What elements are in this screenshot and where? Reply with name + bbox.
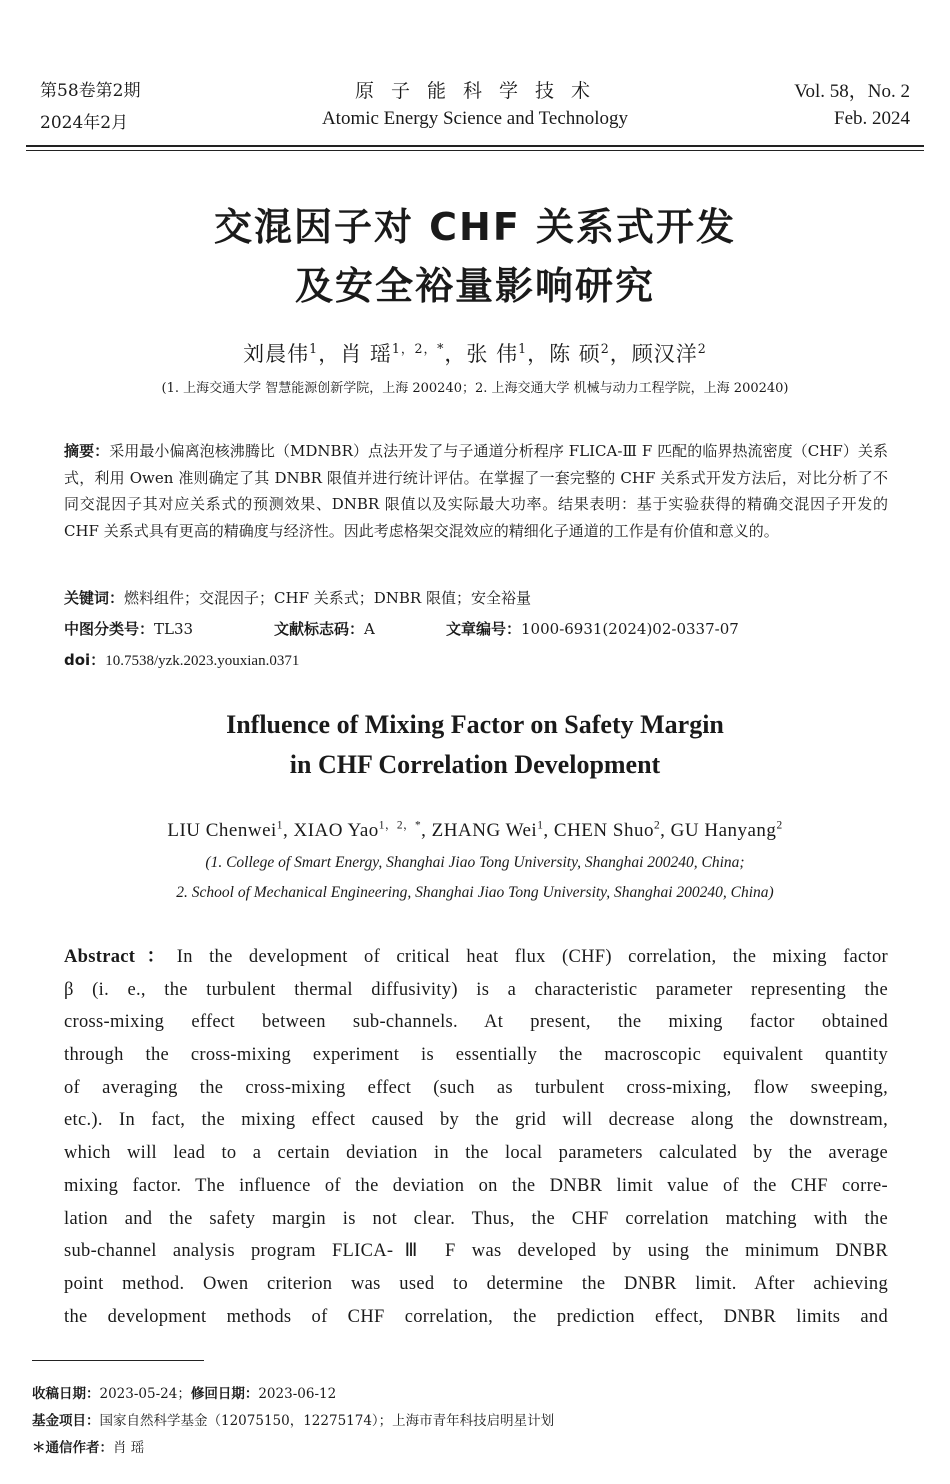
author-cn-name: 肖 瑶 [340, 342, 392, 366]
doi-line [64, 649, 299, 670]
keywords-cn-label: 关键词： [64, 589, 125, 607]
abstract-en-line [64, 941, 888, 974]
volume-issue-en: Vol. 58，No. 2 [794, 81, 910, 102]
doi-label: doi： [64, 651, 106, 669]
header-rule-thin [26, 150, 924, 151]
title-en-line2: in CHF Correlation Development [289, 750, 661, 779]
article-number-label: 文章编号： [446, 620, 522, 638]
affiliation-en-text: (1. College of Smart Energy, Shanghai Jiao Tong University, Shanghai 200240, China; [205, 854, 745, 871]
header-rule-thick [26, 145, 924, 147]
title-cn-line2: 及安全裕量影响研究 [294, 264, 655, 308]
corresponding-label: ＊通信作者： [32, 1440, 113, 1456]
author-cn-sup: 1 [309, 341, 319, 356]
abstract-en-line: etc.). In fact, the mixing effect caused by the grid will decrease along the downstream, [64, 1110, 888, 1131]
fund-label: 基金项目： [32, 1413, 100, 1429]
abstract-en-line: which will lead to a certain deviation in the local parameters calculated by the average [64, 1143, 888, 1164]
received-label: 收稿日期： [32, 1386, 100, 1402]
affiliation-en-line1 [0, 854, 950, 872]
corresponding-value: 肖 瑶 [113, 1440, 145, 1456]
author-en-name: ZHANG Wei [431, 820, 538, 841]
volume-issue-cn: 第58卷第2期 [40, 81, 141, 101]
author-en-name: XIAO Yao [293, 820, 379, 841]
author-en-sup: 1，2，* [378, 819, 422, 832]
footnote-dates [32, 1382, 336, 1402]
doc-code-label: 文献标志码： [274, 620, 365, 638]
abstract-en-line: the development methods of CHF correlation, the prediction effect, DNBR limits and [64, 1306, 888, 1327]
doc-code-value: A [364, 620, 375, 638]
abstract-en [64, 941, 888, 1333]
author-cn-sup: 2 [600, 341, 610, 356]
abstract-en-line: through the cross-mixing experiment is essentially the macroscopic equivalent quantity [64, 1045, 888, 1066]
keywords-cn [64, 587, 531, 608]
keywords-cn-text: 燃料组件；交混因子；CHF 关系式；DNBR 限值；安全裕量 [124, 589, 531, 607]
title-cn-line1: 交混因子对 CHF 关系式开发 [213, 205, 737, 249]
author-en-name: CHEN Shuo [553, 820, 654, 841]
abstract-en-line: cross-mixing effect between sub-channels. At present, the mixing factor obtained [64, 1012, 888, 1033]
abstract-cn-label: 摘要： [64, 442, 110, 460]
affiliation-cn: (1. 上海交通大学 智慧能源创新学院，上海 200240；2. 上海交通大学 机械与动力工程学院，上海 200240) [161, 381, 789, 396]
doi-value: 10.7538/yzk.2023.youxian.0371 [105, 653, 300, 669]
affiliation-en-text: 2. School of Mechanical Engineering, Shanghai Jiao Tong University, Shanghai 200240, China) [176, 884, 774, 901]
abstract-en-line: mixing factor. The influence of the deviation on the DNBR limit value of the CHF corre- [64, 1175, 888, 1196]
abstract-en-line: β (i. e., the turbulent thermal diffusivity) is a characteristic parameter representing the [64, 979, 888, 1000]
affiliation-en-line2 [0, 884, 950, 902]
author-cn-name: 张 伟 [466, 342, 519, 366]
article-number-value: 1000-6931(2024)02-0337-07 [521, 620, 739, 638]
author-en-name: LIU Chenwei [167, 820, 277, 841]
abstract-en-line: sub-channel analysis program FLICA-Ⅲ F was developed by using the minimum DNBR [64, 1241, 888, 1262]
classification-line [64, 618, 888, 639]
date-en: Feb. 2024 [834, 108, 910, 129]
author-cn-name: 刘晨伟 [243, 342, 310, 366]
clc-label: 中图分类号： [64, 620, 155, 638]
abstract-en-line: of averaging the cross-mixing effect (such as turbulent cross-mixing, flow sweeping, [64, 1077, 888, 1098]
authors-en: LIU Chenwei$^1$, XIAO Yao$^{1,2,*}$, ZHANG Wei$^1$, CHEN Shuo$^2$, GU Hanyang$^2$ [167, 819, 783, 841]
author-cn-sup: 1，2，* [391, 341, 445, 356]
author-en-sup: 2 [776, 819, 783, 832]
footnote-corresponding [32, 1436, 144, 1456]
author-cn-name: 陈 硕 [549, 342, 601, 366]
abstract-en-line: lation and the safety margin is not clear. Thus, the CHF correlation matching with the [64, 1208, 888, 1229]
abstract-en-label: Abstract： [64, 947, 177, 967]
author-en-name: GU Hanyang [670, 820, 777, 841]
clc-value: TL33 [154, 620, 194, 638]
abstract-en-line-text: In the development of critical heat flux (CHF) correlation, the mixing factor [176, 947, 888, 967]
received-value: 2023-05-24； [99, 1386, 191, 1402]
author-cn-sup: 2 [697, 341, 707, 356]
journal-name-en: Atomic Energy Science and Technology [321, 108, 629, 129]
author-en-sup: 1 [276, 819, 283, 832]
author-cn-name: 顾汉洋 [631, 342, 698, 366]
abstract-en-line: point method. Owen criterion was used to determine the DNBR limit. After achieving [64, 1273, 888, 1294]
revised-value: 2023-06-12 [258, 1386, 337, 1402]
footnote-fund [32, 1409, 554, 1429]
journal-name-cn: 原子能科学技术 [354, 80, 607, 102]
title-en-line1: Influence of Mixing Factor on Safety Margin [226, 710, 724, 739]
fund-value: 国家自然科学基金（12075150，12275174）；上海市青年科技启明星计划 [99, 1413, 555, 1429]
author-cn-sup: 1 [518, 341, 528, 356]
authors-cn: 刘晨伟$^1$，肖 瑶$^{1,2,*}$，张 伟$^1$，陈 硕$^2$，顾汉洋$^2$ [243, 341, 707, 366]
author-en-sup: 1 [537, 819, 544, 832]
abstract-cn [64, 438, 888, 544]
date-cn: 2024年2月 [40, 113, 129, 133]
footnote-rule [32, 1360, 204, 1361]
abstract-cn-text: 采用最小偏离泡核沸腾比（MDNBR）点法开发了与子通道分析程序 FLICA-Ⅲ F 匹配的临界热流密度（CHF）关系式，利用 Owen 准则确定了其 DNBR 限值并进行统计评估。在掌握了一套完整的 CHF 关系式开发方法后，对比分析了不同交混因子其对应关系式的预测效果、DNBR 限值以及实际最大功率。结果表明：基于实验获得的精确交混因子开发的 CHF 关系式具有更高的精确度与经济性。因此考虑格架交混效应的精细化子通道的工作是有价值和意义的。 [64, 442, 888, 540]
revised-label: 修回日期： [190, 1386, 259, 1402]
author-en-sup: 2 [653, 819, 661, 832]
